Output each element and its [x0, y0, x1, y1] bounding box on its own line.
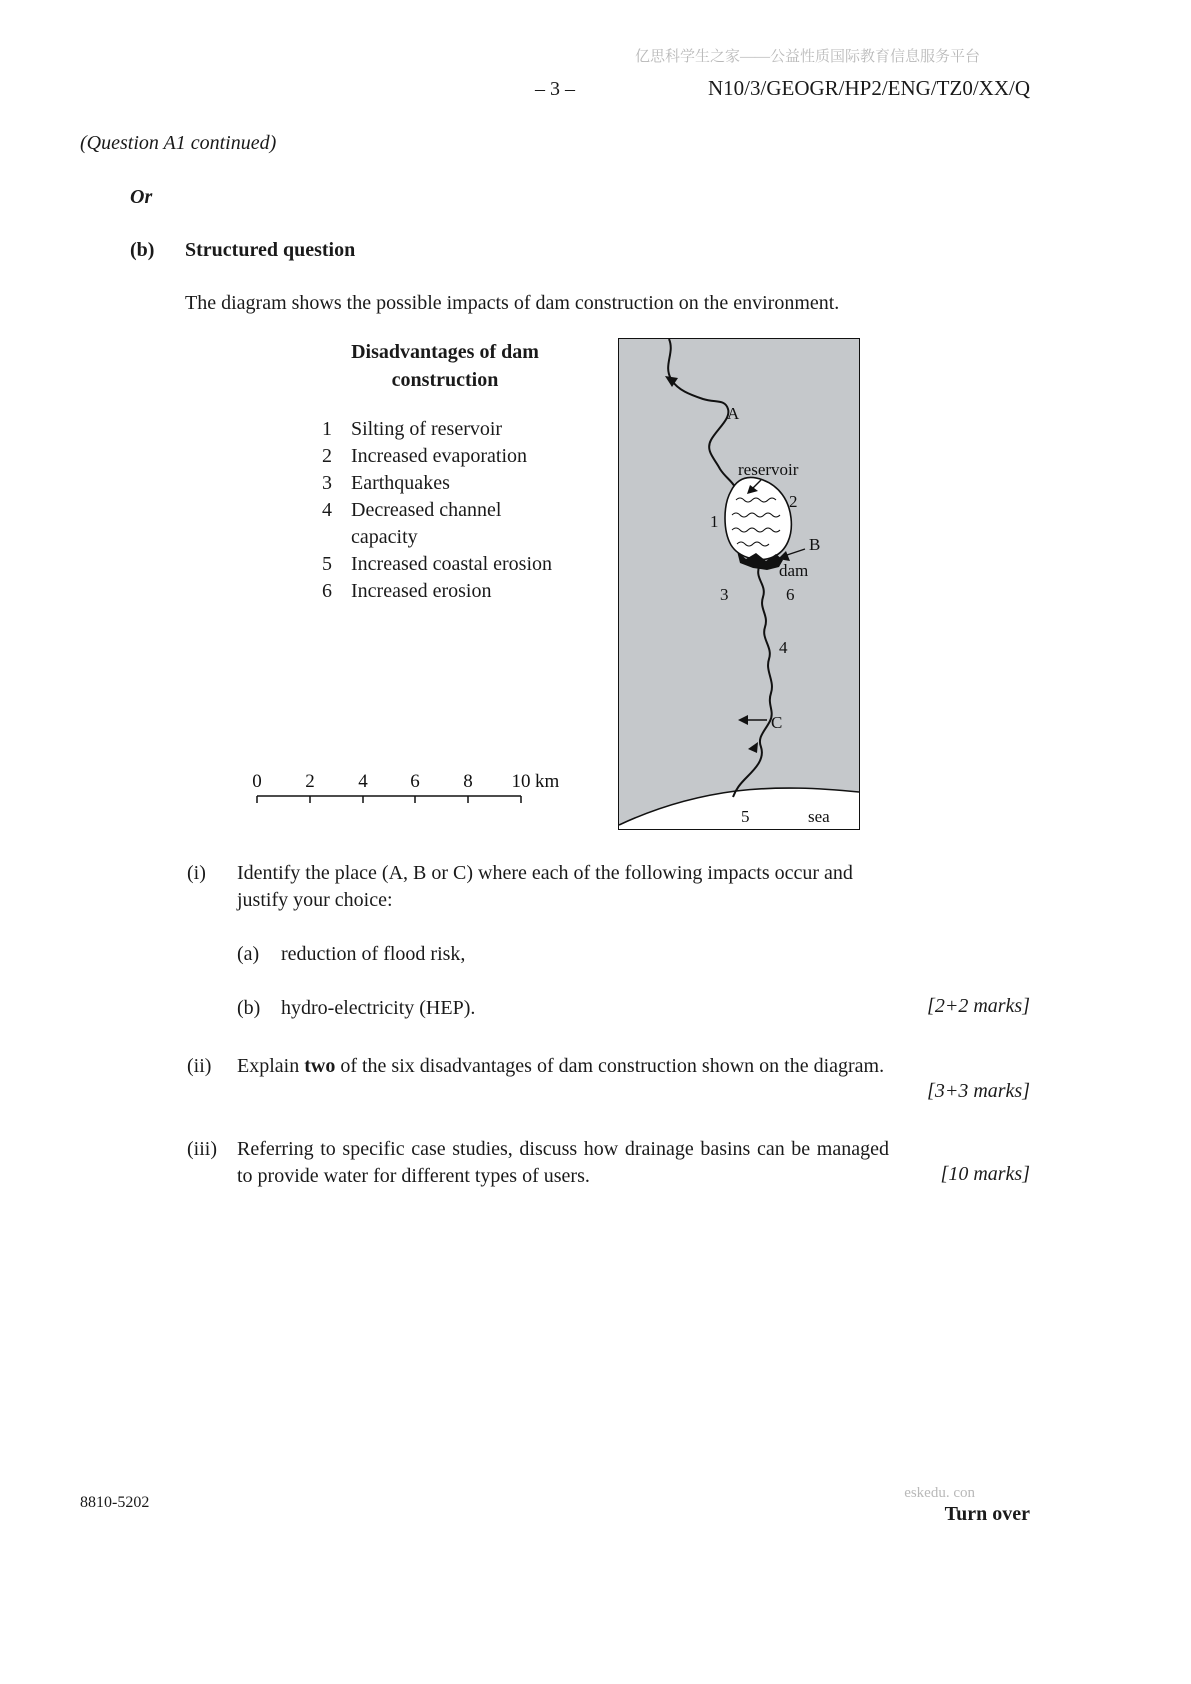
- disadvantage-text: Increased evaporation: [351, 445, 528, 467]
- disadvantage-text: Increased erosion: [351, 580, 492, 602]
- part-b-title: Structured question: [185, 239, 356, 261]
- scale-tick-10: 10: [511, 771, 531, 792]
- part-ii-text-bold: two: [304, 1055, 336, 1077]
- disadvantage-number: 3: [322, 472, 332, 494]
- scale-tick-2: 2: [305, 771, 315, 792]
- river-flow-arrow-icon: [748, 742, 758, 753]
- disadvantage-row: [318, 416, 566, 443]
- part-ii-label: (ii): [187, 1055, 212, 1077]
- label-c-arrowhead-icon: [738, 715, 748, 725]
- disadvantage-number: 2: [322, 445, 332, 467]
- disadvantage-number: 5: [322, 553, 332, 575]
- disadvantage-number: 6: [322, 580, 332, 602]
- or-label: Or: [130, 186, 153, 208]
- map-label-reservoir: reservoir: [738, 460, 799, 479]
- map-number-3: 3: [720, 585, 729, 604]
- question-continued-note: (Question A1 continued): [80, 132, 277, 154]
- disadvantage-text: Decreased channel capacity: [351, 499, 502, 548]
- part-b-label: (b): [130, 239, 155, 261]
- top-watermark: 亿思科学生之家——公益性质国际教育信息服务平台: [634, 49, 980, 65]
- scale-bar-graphic: [245, 770, 575, 810]
- scale-tick-0: 0: [252, 771, 262, 792]
- part-ii-text: [237, 1053, 889, 1080]
- map-number-4: 4: [779, 638, 788, 657]
- diagram-title: [320, 338, 570, 394]
- disadvantage-row: [318, 497, 566, 551]
- map-label-dam: dam: [779, 561, 809, 580]
- paper-code: N10/3/GEOGR/HP2/ENG/TZ0/XX/Q: [708, 76, 1030, 100]
- bottom-watermark: eskedu. con: [904, 1485, 975, 1501]
- map-label-sea: sea: [808, 807, 830, 826]
- turn-over-label: Turn over: [944, 1503, 1030, 1525]
- diagram-title-line1: Disadvantages of dam: [351, 341, 539, 363]
- disadvantage-text: Earthquakes: [351, 472, 450, 494]
- part-iii-label: (iii): [187, 1138, 217, 1160]
- scale-tick-8: 8: [463, 771, 473, 792]
- part-iii-text: Referring to specific case studies, discuss how drainage basins can be managed to provide water for different types of users.: [237, 1138, 889, 1187]
- part-iii-marks: [10 marks]: [940, 1163, 1030, 1185]
- map-number-2: 2: [789, 492, 798, 511]
- disadvantage-number: 1: [322, 418, 332, 440]
- scale-unit: km: [535, 771, 560, 792]
- part-i-b-label: (b): [237, 997, 261, 1019]
- map-number-1: 1: [710, 512, 719, 531]
- part-ii-text-rest: of the six disadvantages of dam construction shown on the diagram.: [335, 1055, 885, 1077]
- disadvantages-list: [318, 416, 566, 605]
- dam-map: [618, 338, 860, 830]
- part-ii-text-prefix: Explain: [237, 1055, 305, 1077]
- map-label-a: A: [727, 404, 740, 423]
- map-label-b: B: [809, 535, 821, 554]
- disadvantage-row: [318, 578, 566, 605]
- page-number: – 3 –: [535, 78, 575, 100]
- scale-tick-6: 6: [410, 771, 420, 792]
- disadvantage-row: [318, 551, 566, 578]
- scale-tick-4: 4: [358, 771, 368, 792]
- part-i-label: (i): [187, 862, 206, 884]
- river-lower: [733, 567, 772, 797]
- part-i-b-text: hydro-electricity (HEP).: [281, 997, 476, 1019]
- map-number-5: 5: [741, 807, 750, 826]
- disadvantage-number: 4: [322, 499, 332, 521]
- diagram-intro-text: The diagram shows the possible impacts of dam construction on the environment.: [185, 292, 840, 314]
- river-upper: [668, 339, 735, 487]
- dam-map-graphic: [618, 338, 860, 830]
- scale-bar: [245, 770, 575, 815]
- reservoir-shape: [725, 477, 791, 559]
- part-i-text: Identify the place (A, B or C) where each of the following impacts occur and justify your choice:: [237, 862, 853, 911]
- map-label-c: C: [771, 713, 783, 732]
- part-i-a-label: (a): [237, 943, 260, 965]
- part-i-a-text: reduction of flood risk,: [281, 943, 466, 965]
- part-i-marks: [2+2 marks]: [927, 995, 1030, 1017]
- disadvantage-text: Increased coastal erosion: [351, 553, 553, 575]
- diagram-title-line2: construction: [391, 369, 499, 391]
- footer-paper-code: 8810-5202: [80, 1494, 150, 1511]
- disadvantage-row: [318, 443, 566, 470]
- disadvantage-text: Silting of reservoir: [351, 418, 503, 440]
- disadvantage-row: [318, 470, 566, 497]
- map-number-6: 6: [786, 585, 795, 604]
- part-ii-marks: [3+3 marks]: [927, 1080, 1030, 1102]
